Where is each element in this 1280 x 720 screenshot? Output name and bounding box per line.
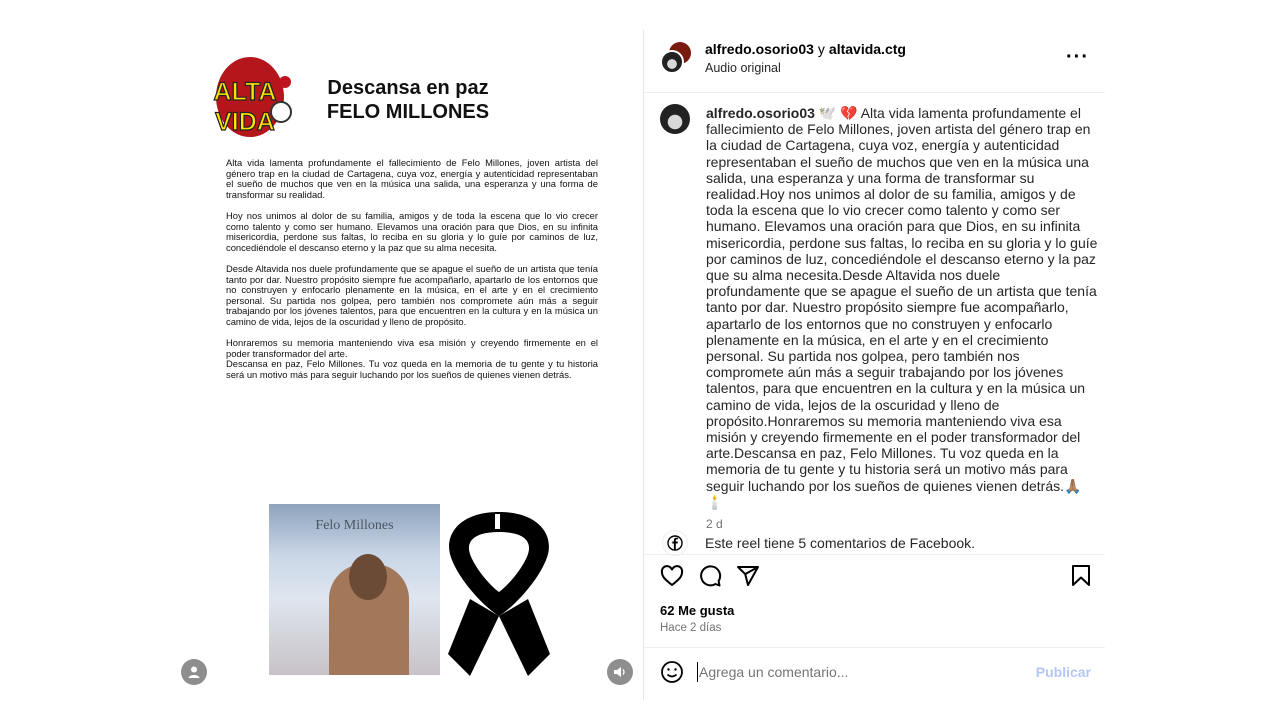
altavida-logo xyxy=(205,52,295,144)
doc-paragraph: Desde Altavida nos duele profundamente que se apague el sueño de un artista que tenía tanto por dar. Nuestro propósito siempre fue acompañarlo, apartarlo de los entornos que no construyen y enfocarlo plenamente en la música, en el arte y en el crecimiento personal. Su partida nos golpea, pero también nos compromete aún más a seguir trabajando por los jóvenes talentos, para que encuentren en la cultura y en la música un camino de vida, lejos de la oscuridad y lleno de propósito. xyxy=(226,262,598,327)
doc-paragraph: Hoy nos unimos al dolor de su familia, amigos y de toda la escena que lo vio crecer como talento y como ser humano. Elevamos una oración para que Dios, en su infinita misericordia, perdone sus faltas, lo reciba en su gloria y lo guíe por caminos de luz, concediéndole el descanso eterno y la paz que su alma necesita. xyxy=(226,209,598,253)
header-user1-link[interactable]: alfredo.osorio03 xyxy=(705,41,814,57)
avatar-alfredo[interactable] xyxy=(660,50,684,74)
header-joiner: y xyxy=(817,41,825,57)
mute-button[interactable] xyxy=(607,659,633,685)
comment-icon[interactable] xyxy=(698,564,722,588)
comment-input[interactable] xyxy=(697,662,1027,682)
tagged-users-button[interactable] xyxy=(181,659,207,685)
svg-text:VIDA: VIDA xyxy=(215,108,275,136)
user-icon xyxy=(187,665,201,679)
more-options-icon[interactable]: ··· xyxy=(1066,46,1089,68)
doc-title-line1: Descansa en paz xyxy=(327,77,489,99)
doc-title xyxy=(318,76,498,124)
like-heart-icon[interactable] xyxy=(660,564,684,588)
speaker-icon xyxy=(613,665,627,679)
save-bookmark-icon[interactable] xyxy=(1071,565,1091,587)
post-caption xyxy=(706,105,1098,532)
mourning-ribbon-icon xyxy=(440,504,558,676)
memorial-photo xyxy=(269,504,440,675)
caption-text: Alta vida lamenta profundamente el fallecimiento de Felo Millones, joven artista del género trap en la ciudad de Cartagena, cuya voz, energía y autenticidad representaban el sueño de muchos que ven en la música una salida, una esperanza y una forma de transformar su realidad.Hoy nos unimos al dolor de su familia, amigos y de toda la escena que lo vio crecer como talento y como ser humano. Elevamos una oración para que Dios, en su infinita misericordia, perdone sus faltas, lo reciba en su gloria y lo guíe por caminos de luz, concediéndole el descanso eterno y la paz que su alma necesita.Desde Altavida nos duele profundamente que se apague el sueño de un artista que tenía tanto por dar. Nuestro propósito siempre fue acompañarlo, apartarlo de los entornos que no construyen y enfocarlo plenamente en la música, en el arte y en el crecimiento personal. Su partida nos golpea, pero también nos compromete aún más a seguir trabajando por los jóvenes talentos, para que encuentren en la cultura y en la música un camino de vida, lejos de la oscuridad y lleno de propósito.Honraremos su memoria manteniendo viva esa misión y creyendo firmemente en el poder transformador del arte.Descansa en paz, Felo Millones. Tu voz queda en la memoria de tu gente y tu historia será un motivo más para seguir luchando por los sueños de quienes vienen detrás. xyxy=(706,105,1098,494)
post-age[interactable]: 2 d xyxy=(706,517,723,532)
facebook-comments-note: Este reel tiene 5 comentarios de Facebook. xyxy=(705,535,976,551)
doc-paragraph: Alta vida lamenta profundamente el fallecimiento de Felo Millones, joven artista del género trap en la ciudad de Cartagena, cuya voz, energía y autenticidad representaban el sueño de muchos que ven en la música una salida, una esperanza y una forma de transformar su realidad. xyxy=(226,157,598,200)
reel-media[interactable] xyxy=(170,30,642,700)
divider xyxy=(644,554,1105,555)
likes-count[interactable]: 62 Me gusta xyxy=(660,603,735,618)
caption-avatar[interactable] xyxy=(660,104,690,134)
doc-title-line2: FELO MILLONES xyxy=(326,101,490,123)
post-header xyxy=(644,30,1105,93)
header-user2-link[interactable]: altavida.ctg xyxy=(828,41,906,57)
caption-username-link[interactable]: alfredo.osorio03 xyxy=(706,105,815,121)
photo-caption: Felo Millones xyxy=(315,518,394,533)
doc-body xyxy=(226,158,598,380)
share-icon[interactable] xyxy=(736,564,760,588)
emoji-icon[interactable] xyxy=(660,660,684,684)
svg-text:ALTA: ALTA xyxy=(213,78,277,106)
audio-link[interactable]: Audio original xyxy=(705,61,781,75)
divider xyxy=(644,647,1105,648)
caption-end-emojis: 🙏🏽🕯️ xyxy=(706,477,1082,510)
caption-emojis: 🕊️ 💔 xyxy=(818,105,858,121)
post-panel xyxy=(643,30,1105,700)
doc-paragraph: Descansa en paz, Felo Millones. Tu voz queda en la memoria de tu gente y tu historia será un motivo más para seguir luchando por los sueños de quienes vienen detrás. xyxy=(226,358,598,380)
facebook-icon xyxy=(662,530,688,556)
post-time: Hace 2 días xyxy=(660,622,722,634)
person-head xyxy=(349,554,387,600)
publish-button[interactable]: Publicar xyxy=(1035,664,1091,680)
doc-paragraph: Honraremos su memoria manteniendo viva esa misión y creyendo firmemente en el poder transformador del arte. xyxy=(226,337,598,359)
